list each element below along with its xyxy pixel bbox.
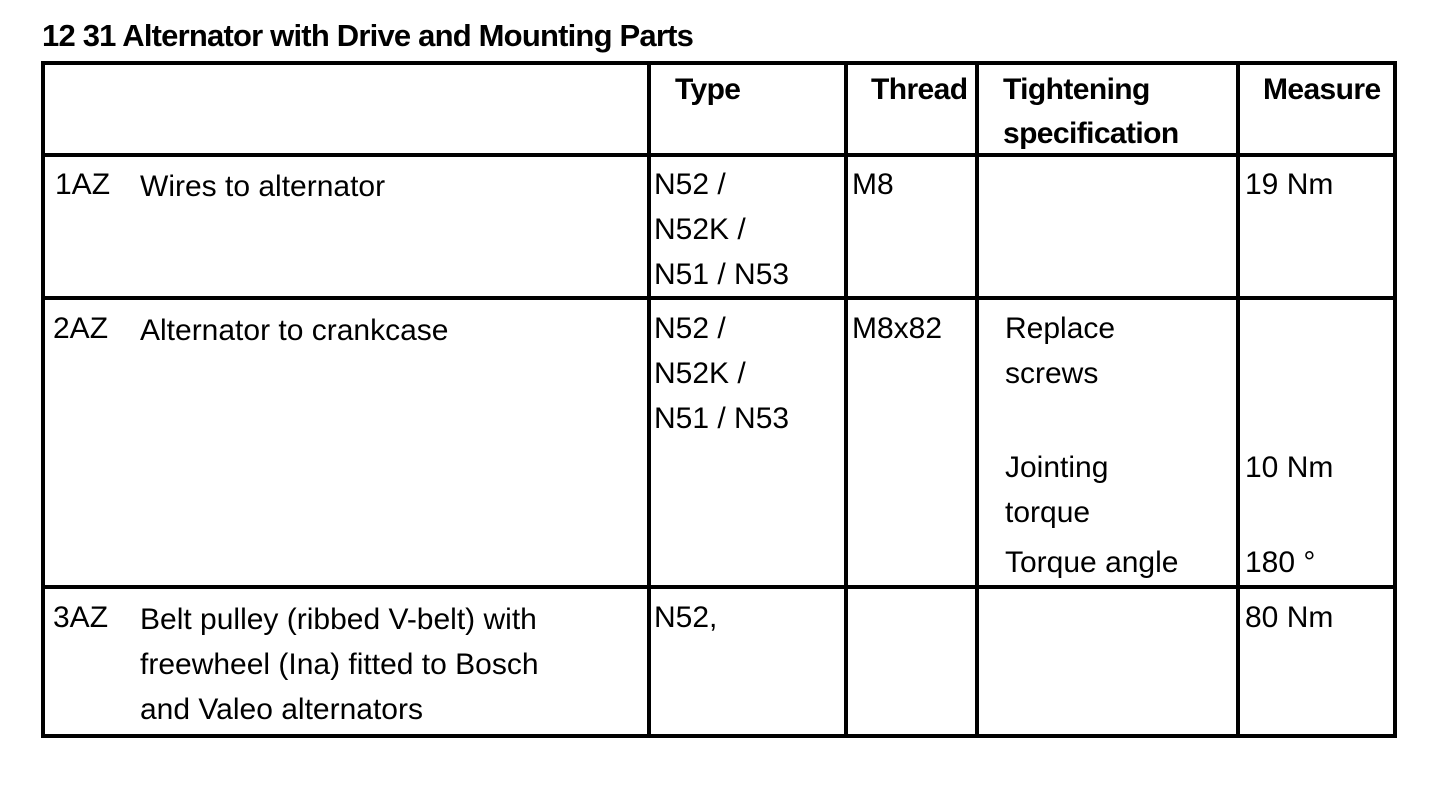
row2-measure-angle: 180 ° [1245,546,1316,579]
col-divider-thread [844,61,848,738]
row-divider-2 [41,585,1397,589]
row2-description: Alternator to crankcase [140,314,449,347]
row2-spec-replace-line2: screws [1005,357,1099,390]
row2-spec-jointing-line1: Jointing [1005,451,1109,484]
row3-code: 3AZ [53,601,109,634]
row2-spec-jointing [1005,445,1108,535]
row2-measure-jointing: 10 Nm [1245,451,1334,484]
row3-description-line2: freewheel (Ina) fitted to Bosch [140,648,539,681]
header-tightening-line2: specification [1003,117,1179,150]
row1-code: 1AZ [55,168,111,201]
row3-measure: 80 Nm [1245,601,1334,634]
table-border-left [41,61,45,738]
header-thread: Thread [871,73,968,106]
row1-type [654,162,789,297]
header-measure: Measure [1263,73,1381,106]
row2-type-line3: N51 / N53 [654,402,790,435]
row1-type-line2: N52K / [654,213,746,246]
header-tightening-line1: Tightening [1003,73,1150,106]
row3-description-line1: Belt pulley (ribbed V-belt) with [140,603,537,636]
row1-type-line1: N52 / [654,168,726,201]
row2-spec-jointing-line2: torque [1005,496,1091,529]
col-divider-type [647,61,651,738]
header-tightening [1003,68,1179,156]
row2-spec-torque-angle: Torque angle [1005,546,1179,579]
row1-measure: 19 Nm [1245,168,1334,201]
row2-spec-replace [1005,306,1115,396]
row2-type [654,306,789,441]
row2-spec-replace-line1: Replace [1005,312,1116,345]
row3-description-line3: and Valeo alternators [140,693,423,726]
table-border-bottom [41,734,1397,738]
row1-description: Wires to alternator [140,170,386,203]
row1-thread: M8 [852,168,894,201]
page-title: 12 31 Alternator with Drive and Mounting Parts [42,18,694,53]
row2-type-line2: N52K / [654,357,746,390]
table-border-top [41,61,1397,65]
row2-type-line1: N52 / [654,312,726,345]
row3-description [140,597,539,732]
table-border-right [1393,61,1397,738]
torque-spec-table [41,61,1397,738]
row2-thread: M8x82 [852,312,943,345]
row1-type-line3: N51 / N53 [654,258,790,291]
col-divider-tightening [975,61,979,738]
col-divider-measure [1236,61,1240,738]
row2-code: 2AZ [53,312,109,345]
header-divider [41,153,1397,157]
row3-type: N52, [654,601,718,634]
header-type: Type [675,73,741,106]
